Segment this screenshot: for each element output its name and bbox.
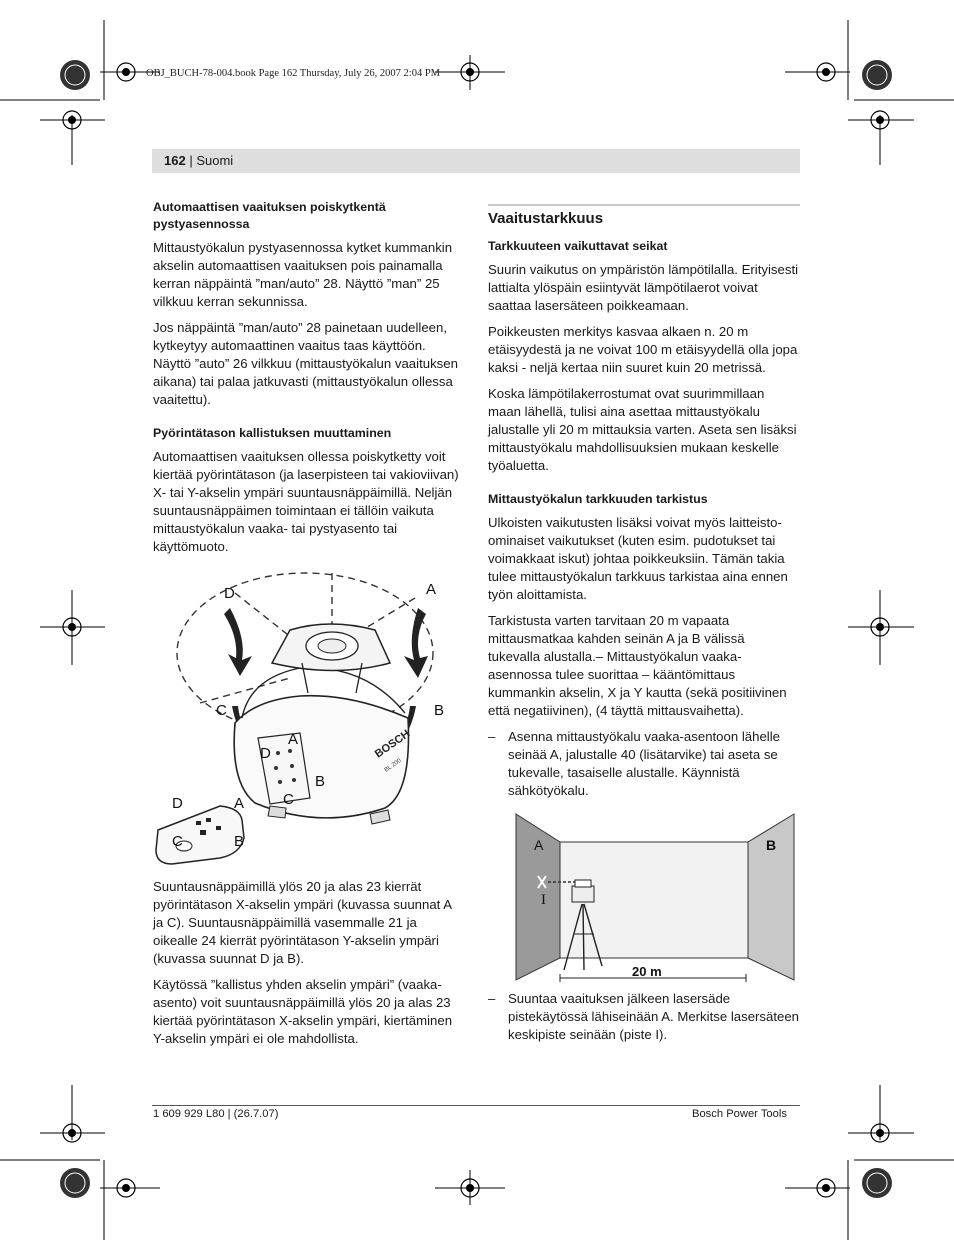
heading-auto-level-off: Automaattisen vaaituksen poiskytkentä pystyasennossa xyxy=(153,200,386,231)
right-column-lower xyxy=(488,990,800,1052)
header-separator: | xyxy=(189,153,193,168)
label-b-remote: B xyxy=(234,833,245,850)
label-a-panel: A xyxy=(288,731,299,748)
print-info-line: OBJ_BUCH-78-004.book Page 162 Thursday, July 26, 2007 2:04 PM xyxy=(146,68,441,79)
paragraph: Koska lämpötilakerrostumat ovat suurimmillaan maan lähellä, tulisi aina asettaa mittaustyökalu jalustalle yli 20 m mittauksia varten. Aseta sen lisäksi mittaustyökalu mahdollisuuksien mukaan keskelle työaluetta. xyxy=(488,386,797,473)
page-header xyxy=(152,149,800,173)
paragraph: Käytössä ”kallistus yhden akselin ympäri” (vaaka-asento) voit suuntausnäppäimillä ylös 20 ja alas 23 kiertää pyörintätason X-akselin ympäri, kiertäminen Y-akselin ympäri ei ole mahdollista. xyxy=(153,977,453,1046)
left-column xyxy=(153,199,465,564)
paragraph: Ulkoisten vaikutusten lisäksi voivat myös laitteisto-ominaiset vaikutukset (kuten esim. pudotukset tai voimakkaat iskut) johtaa poikkeuksiin. Tämän takia tulee mittaustyökalun tarkkuus tarkistaa aina ennen työn aloittamista. xyxy=(488,515,788,602)
paragraph: Automaattisen vaaituksen ollessa poiskytketty voit kiertää pyörintätason (ja laserpisteen tai vakioviivan) X- tai Y-akselin ympäri suuntausnäppäimillä. Neljän suuntausnäppäimen toimintaan ei tällöin vaikuta mittaustyökalun vaaka- tai pystyasento tai käyttömuoto. xyxy=(153,449,459,554)
figure-wall-check xyxy=(514,812,796,984)
wall-a-label: A xyxy=(534,837,544,853)
distance-label: 20 m xyxy=(632,964,662,979)
label-d-top: D xyxy=(224,585,235,602)
label-c-mid: C xyxy=(216,702,227,719)
wall-b-label: B xyxy=(766,837,777,853)
paragraph: Tarkistusta varten tarvitaan 20 m vapaata mittausmatkaa kahden seinän A ja B välissä tukevalla alustalla.– Mittaustyökalun vaaka-asennossa tulee suorittaa – kääntömittaus kummankin akselin, X ja Y kautta (sekä positiivinen että negatiivinen), (4 täyttä mittausvaihetta). xyxy=(488,613,787,718)
header-section: Suomi xyxy=(196,153,234,168)
brand-text: BOSCH xyxy=(372,727,413,761)
bullet-item: – Suuntaa vaaituksen jälkeen lasersäde pistekäytössä lähiseinään A. Merkitse lasersäteen keskipiste seinään (piste I). xyxy=(488,990,800,1044)
section-rule xyxy=(488,204,800,206)
label-b-mid: B xyxy=(434,702,445,719)
label-a-remote: A xyxy=(234,795,245,812)
footer-rule xyxy=(152,1105,800,1106)
heading-tilt: Pyörintätason kallistuksen muuttaminen xyxy=(153,426,392,440)
paragraph: Mittaustyökalun pystyasennossa kytket kummankin akselin automaattisen vaaituksen pois painamalla kerran näppäintä ”man/auto” 28. Näyttö ”man” 25 vilkkuu kerran sekunnissa. xyxy=(153,240,453,309)
label-d-remote: D xyxy=(172,795,183,812)
paragraph: Poikkeusten merkitys kasvaa alkaen n. 20 m etäisyydestä ja ne voivat 100 m etäisyydellä olla jopa kaksi - neljä kertaa niin suuret kuin 20 metrissä. xyxy=(488,324,798,375)
footer-doc-number: 1 609 929 L80 | (26.7.07) xyxy=(153,1108,279,1120)
figure-rotation-laser xyxy=(150,568,465,873)
label-b-panel: B xyxy=(315,773,326,790)
label-c-panel: C xyxy=(283,791,294,808)
point-i-label: I xyxy=(541,892,546,908)
bullet-item: – Asenna mittaustyökalu vaaka-asentoon lähelle seinää A, jalustalle 40 (lisätarvike) tai aseta se tukevalle, tasaiselle alustalle. Käynnistä sähkötyökalu. xyxy=(488,728,800,800)
paragraph: Suurin vaikutus on ympäristön lämpötilalla. Erityisesti lattialta ylöspäin esiintyvät lämpötilaerot voivat saattaa lasersäteen poikkeamaan. xyxy=(488,262,799,313)
label-a-top: A xyxy=(426,581,437,598)
paragraph: Jos näppäintä ”man/auto” 28 painetaan uudelleen, kytkeytyy automaattinen vaaitus taas käyttöön. Näyttö ”auto” 26 vilkkuu (mittaustyökalun vaaituksen aikana) tai palaa jatkuvasti (mittaustyökalun ollessa vaaitettu). xyxy=(153,320,458,407)
paragraph: Suuntausnäppäimillä ylös 20 ja alas 23 kierrät pyörintätason X-akselin ympäri (kuvassa suunnat A ja C). Suuntausnäppäimillä vasemmalle 21 ja oikealle 24 kierrät pyörintätason Y-akselin ympäri (kuvassa suunnat D ja B). xyxy=(153,879,452,966)
model-text: BL 200 xyxy=(383,757,403,774)
page-number: 162 xyxy=(164,153,186,168)
right-column xyxy=(488,210,800,808)
left-column-lower xyxy=(153,878,465,1056)
label-d-panel: D xyxy=(260,745,271,762)
heading-check: Mittaustyökalun tarkkuuden tarkistus xyxy=(488,492,708,506)
label-c-remote: C xyxy=(172,833,183,850)
heading-accuracy: Vaaitustarkkuus xyxy=(488,210,604,227)
heading-factors: Tarkkuuteen vaikuttavat seikat xyxy=(488,239,668,253)
footer-brand: Bosch Power Tools xyxy=(692,1108,787,1120)
